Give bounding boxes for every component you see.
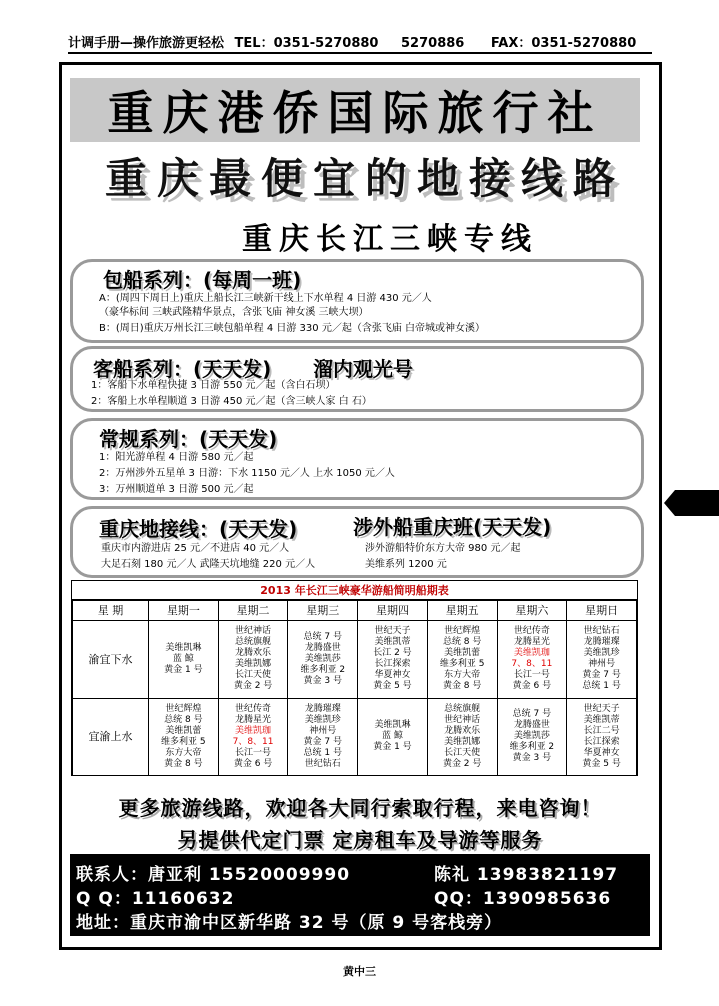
ship-name: 美维凯蕾 <box>444 648 481 659</box>
section-title: 重庆长江三峡专线 <box>242 222 538 257</box>
schedule-day-header: 星期六 <box>497 601 567 621</box>
contact-person-2: 陈礼 13983821197 <box>434 865 619 885</box>
ship-name: 黄金 7 号 <box>582 670 621 681</box>
ship-name: 世纪钻石 <box>583 626 620 637</box>
schedule-cell <box>149 621 219 699</box>
ship-name: 龙腾星光 <box>235 714 272 725</box>
header-brand: 计调手册—操作旅游更轻松 <box>68 36 225 51</box>
schedule-caption: 2013 年长江三峡豪华游船简明船期表 <box>72 581 637 600</box>
box-heading-2: 溜内观光号 <box>313 357 413 381</box>
ship-name: 世纪神话 <box>235 626 272 637</box>
box-regular-series <box>70 418 644 500</box>
box-line: 2：客船上水单程顺道 3 日游 450 元／起（含三峡人家 白 石） <box>91 396 372 407</box>
box-line: 涉外游船特价东方大帝 980 元／起 <box>365 543 521 554</box>
ship-name: 美维凯琳 <box>165 642 202 653</box>
box-heading: 包船系列：(每周一班) <box>103 268 302 292</box>
cruise-schedule <box>71 580 638 776</box>
ship-name: 美维凯珈 <box>235 725 272 736</box>
ship-name: 美维凯蒂 <box>374 637 411 648</box>
ship-name: 世纪钻石 <box>304 758 341 769</box>
ship-name: 黄金 1 号 <box>164 664 203 675</box>
schedule-cell <box>567 698 637 776</box>
ship-name: 维多利亚 2 <box>300 664 346 675</box>
ship-name: 总统 8 号 <box>164 714 203 725</box>
schedule-cell <box>218 698 288 776</box>
ship-name: 龙腾璀璨 <box>583 637 620 648</box>
box-heading-2: 涉外船重庆班(天天发) <box>353 515 552 539</box>
schedule-cell <box>497 698 567 776</box>
box-line: A：(周四下周日上)重庆上船长江三峡新干线上下水单程 4 日游 430 元／人 <box>99 293 432 304</box>
ship-name: 黄金 5 号 <box>373 681 412 692</box>
schedule-cell <box>149 698 219 776</box>
page-title: 重庆港侨国际旅行社 <box>107 86 603 140</box>
box-heading: 重庆地接线：(天天发) <box>99 517 298 541</box>
ship-name: 华夏神女 <box>583 747 620 758</box>
ship-name: 7、8、11 <box>232 736 274 747</box>
contact-qq-2: QQ：1390985636 <box>434 889 612 909</box>
schedule-day-header: 星期三 <box>288 601 358 621</box>
ship-name: 黄金 2 号 <box>233 681 273 692</box>
ship-name: 龙腾盛世 <box>513 720 550 731</box>
ship-name: 黄金 5 号 <box>582 758 621 769</box>
ship-name: 总统旗舰 <box>444 703 481 714</box>
ship-name: 龙腾璀璨 <box>304 703 341 714</box>
ship-name: 长江探索 <box>374 659 411 670</box>
schedule-row <box>73 621 637 699</box>
ship-name: 黄金 8 号 <box>164 758 203 769</box>
ship-name: 龙腾欢乐 <box>444 725 481 736</box>
ship-name: 美维凯珍 <box>304 714 341 725</box>
ship-name: 美维凯琳 <box>374 720 411 731</box>
ship-name: 美维凯珈 <box>513 648 550 659</box>
page-footer: 黄中三 <box>343 965 376 978</box>
contact-panel <box>70 854 650 936</box>
ship-name: 长江天使 <box>444 747 481 758</box>
box-line: （豪华标间 三峡武隆精华景点，含张飞庙 神女溪 三峡大坝） <box>99 307 369 318</box>
schedule-day-header: 星期二 <box>218 601 288 621</box>
ship-name: 长江天使 <box>235 670 272 681</box>
ship-name: 蓝 鲸 <box>382 731 403 742</box>
schedule-row <box>73 698 637 776</box>
header-tel: TEL：0351-5270880 <box>234 36 379 51</box>
box-line: 1：客船下水单程快捷 3 日游 550 元／起（含白石坝） <box>91 380 336 391</box>
ship-name: 长江二号 <box>583 725 620 736</box>
schedule-table <box>72 600 637 776</box>
box-charter-series <box>70 259 644 343</box>
ship-name: 总统 7 号 <box>512 709 552 720</box>
ship-name: 蓝 鲸 <box>172 653 194 664</box>
ship-name: 世纪辉煌 <box>165 703 202 714</box>
schedule-row-label: 宜渝上水 <box>73 698 149 776</box>
ship-name: 龙腾欢乐 <box>235 648 272 659</box>
header-fax: FAX：0351-5270880 <box>490 36 637 51</box>
ship-name: 美维凯娜 <box>235 659 272 670</box>
ship-name: 黄金 8 号 <box>442 681 482 692</box>
ship-name: 龙腾盛世 <box>304 642 341 653</box>
header-tel-2: 5270886 <box>401 36 465 51</box>
ship-name: 美维凯珍 <box>583 648 620 659</box>
ship-name: 维多利亚 2 <box>509 742 555 753</box>
ship-name: 东方大帝 <box>444 670 481 681</box>
ship-name: 世纪传奇 <box>513 626 550 637</box>
schedule-corner: 星 期 <box>73 601 149 621</box>
ship-name: 长江 2 号 <box>373 648 412 659</box>
box-line: 1：阳光游单程 4 日游 580 元／起 <box>99 452 254 463</box>
box-line: 大足石刻 180 元／人 武隆天坑地缝 220 元／人 <box>101 559 316 570</box>
box-line: 美维系列 1200 元 <box>365 559 447 570</box>
ship-name: 黄金 3 号 <box>512 753 552 764</box>
box-heading: 客船系列：(天天发) <box>93 357 272 381</box>
ship-name: 总统 1 号 <box>582 681 621 692</box>
schedule-day-header: 星期五 <box>427 601 497 621</box>
ship-name: 美维凯娜 <box>444 736 481 747</box>
schedule-cell <box>427 698 497 776</box>
box-line: 3：万州顺道单 3 日游 500 元／起 <box>99 484 254 495</box>
promo-line-2: 另提供代定门票 定房租车及导游等服务 <box>177 828 543 852</box>
schedule-cell <box>218 621 288 699</box>
schedule-day-header: 星期日 <box>567 601 637 621</box>
ship-name: 世纪天子 <box>374 626 411 637</box>
schedule-row-label: 渝宜下水 <box>73 621 149 699</box>
ship-name: 7、8、11 <box>511 659 553 670</box>
contact-person-1: 联系人：唐亚利 15520009990 <box>76 865 351 885</box>
ship-name: 美维凯蒂 <box>583 714 620 725</box>
page-header <box>68 36 652 54</box>
ship-name: 长江一号 <box>235 747 272 758</box>
box-passenger-series <box>70 346 644 412</box>
box-heading: 常规系列：(天天发) <box>99 427 278 451</box>
ship-name: 黄金 3 号 <box>303 675 342 686</box>
ship-name: 美维凯蕾 <box>165 725 202 736</box>
ship-name: 世纪传奇 <box>235 703 272 714</box>
promo-line-1: 更多旅游线路，欢迎各大同行索取行程，来电咨询！ <box>118 796 602 820</box>
ship-name: 黄金 7 号 <box>303 736 342 747</box>
ship-name: 世纪神话 <box>444 714 481 725</box>
ship-name: 总统 8 号 <box>442 637 482 648</box>
schedule-cell <box>497 621 567 699</box>
schedule-day-header: 星期四 <box>358 601 428 621</box>
ship-name: 神州号 <box>309 725 337 736</box>
ship-name: 龙腾星光 <box>513 637 550 648</box>
schedule-cell <box>427 621 497 699</box>
schedule-cell <box>567 621 637 699</box>
ship-name: 黄金 6 号 <box>233 758 273 769</box>
page-tab-arrow <box>664 490 719 516</box>
box-line: B：(周日)重庆万州长江三峡包船单程 4 日游 330 元／起（含张飞庙 白帝城或神女溪） <box>99 323 486 334</box>
schedule-day-header: 星期一 <box>149 601 219 621</box>
title-banner <box>70 78 640 142</box>
ship-name: 总统 7 号 <box>303 631 342 642</box>
ship-name: 世纪天子 <box>583 703 620 714</box>
page-subtitle: 重庆最便宜的地接线路 <box>104 154 625 203</box>
schedule-cell <box>288 621 358 699</box>
ship-name: 总统 1 号 <box>303 747 342 758</box>
ship-name: 维多利亚 5 <box>439 659 485 670</box>
box-line: 2：万州涉外五星单 3 日游：下水 1150 元／人 上水 1050 元／人 <box>99 468 395 479</box>
ship-name: 美维凯莎 <box>513 731 550 742</box>
ship-name: 黄金 1 号 <box>373 742 412 753</box>
box-local-tours <box>70 506 644 578</box>
contact-qq-1: Q Q：11160632 <box>76 889 235 909</box>
schedule-cell <box>358 698 428 776</box>
ship-name: 维多利亚 5 <box>161 736 206 747</box>
box-line: 重庆市内游进店 25 元／不进店 40 元／人 <box>101 543 290 554</box>
ship-name: 长江一号 <box>513 670 550 681</box>
ship-name: 世纪辉煌 <box>444 626 481 637</box>
contact-address: 地址：重庆市渝中区新华路 32 号（原 9 号客栈旁） <box>76 913 503 933</box>
schedule-cell <box>358 621 428 699</box>
schedule-header-row <box>73 601 637 621</box>
ship-name: 华夏神女 <box>374 670 411 681</box>
ship-name: 神州号 <box>588 659 616 670</box>
ship-name: 黄金 6 号 <box>512 681 552 692</box>
ship-name: 长江探索 <box>583 736 620 747</box>
ship-name: 总统旗舰 <box>235 637 272 648</box>
ship-name: 美维凯莎 <box>304 653 341 664</box>
ship-name: 东方大帝 <box>165 747 202 758</box>
ship-name: 黄金 2 号 <box>442 758 482 769</box>
schedule-cell <box>288 698 358 776</box>
